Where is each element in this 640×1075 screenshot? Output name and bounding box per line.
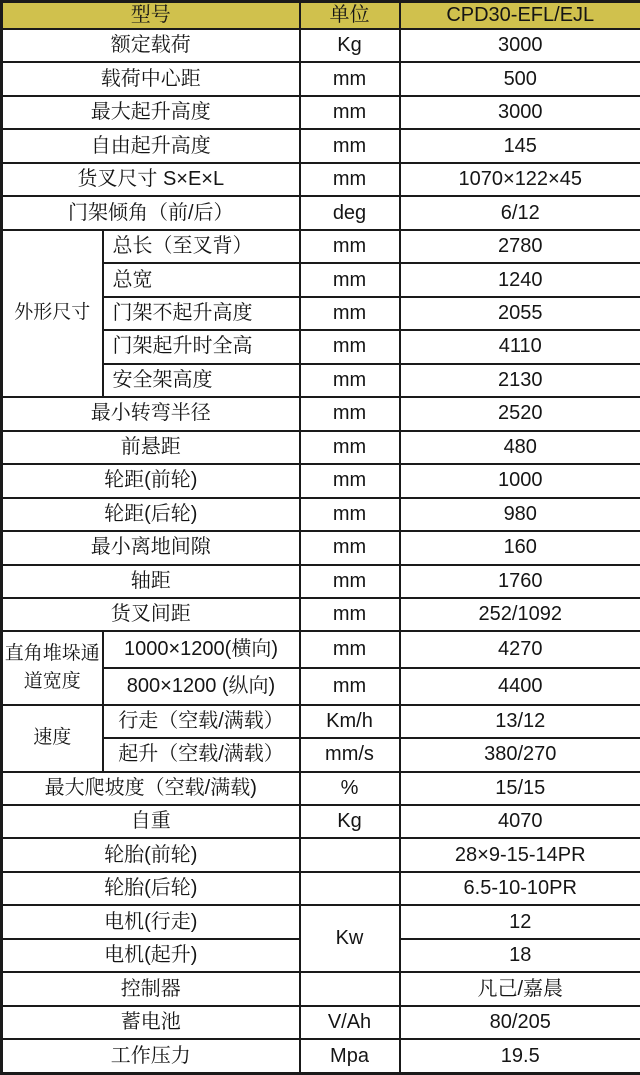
row-label-cell: 最大爬坡度（空载/满载) <box>2 772 300 805</box>
row-label-cell: 工作压力 <box>2 1039 300 1073</box>
table-row <box>2 631 640 668</box>
unit-cell: mm <box>300 129 400 162</box>
table-row <box>2 129 640 162</box>
unit-cell: mm <box>300 163 400 196</box>
table-row <box>2 431 640 464</box>
value-cell: 6.5-10-10PR <box>400 872 640 905</box>
unit-cell: mm <box>300 565 400 598</box>
table-row <box>2 163 640 196</box>
row-label-cell: 轮胎(后轮) <box>2 872 300 905</box>
table-row <box>2 872 640 905</box>
row-label-cell: 蓄电池 <box>2 1006 300 1039</box>
row-label-cell: 总长（至叉背） <box>103 230 300 263</box>
table-row <box>2 805 640 838</box>
row-label-cell: 控制器 <box>2 972 300 1005</box>
value-cell: 160 <box>400 531 640 564</box>
value-cell: 980 <box>400 498 640 531</box>
value-cell: 19.5 <box>400 1039 640 1073</box>
value-cell: 145 <box>400 129 640 162</box>
unit-cell: mm <box>300 598 400 631</box>
header-value-cell: CPD30-EFL/EJL <box>400 2 640 30</box>
row-label-cell: 总宽 <box>103 263 300 296</box>
table-row <box>2 230 640 263</box>
unit-cell <box>300 838 400 871</box>
table-row <box>2 96 640 129</box>
row-label-cell: 门架起升时全高 <box>103 330 300 363</box>
unit-cell: mm <box>300 397 400 430</box>
unit-cell: mm <box>300 498 400 531</box>
row-label-cell: 门架倾角（前/后） <box>2 196 300 229</box>
table-row <box>2 531 640 564</box>
table-row <box>2 1006 640 1039</box>
value-cell: 4270 <box>400 631 640 668</box>
unit-cell: mm/s <box>300 738 400 771</box>
unit-cell: mm <box>300 96 400 129</box>
unit-cell <box>300 872 400 905</box>
group-cell: 外形尺寸 <box>2 230 103 397</box>
unit-cell: mm <box>300 464 400 497</box>
row-label-cell: 轮距(后轮) <box>2 498 300 531</box>
value-cell: 2055 <box>400 297 640 330</box>
row-label-cell: 门架不起升高度 <box>103 297 300 330</box>
unit-cell: Mpa <box>300 1039 400 1073</box>
row-label-cell: 轮胎(前轮) <box>2 838 300 871</box>
unit-cell <box>300 972 400 1005</box>
table-row <box>2 397 640 430</box>
value-cell: 12 <box>400 905 640 938</box>
spec-table-body <box>2 29 640 1074</box>
value-cell: 2780 <box>400 230 640 263</box>
unit-cell: Kw <box>300 905 400 972</box>
unit-cell: Kg <box>300 805 400 838</box>
row-label-cell: 起升（空载/满载） <box>103 738 300 771</box>
value-cell: 2130 <box>400 364 640 397</box>
value-cell: 1760 <box>400 565 640 598</box>
row-label-cell: 800×1200 (纵向) <box>103 668 300 705</box>
row-label-cell: 最小转弯半径 <box>2 397 300 430</box>
value-cell: 3000 <box>400 96 640 129</box>
table-row <box>2 62 640 95</box>
value-cell: 13/12 <box>400 705 640 738</box>
value-cell: 4070 <box>400 805 640 838</box>
table-row <box>2 838 640 871</box>
row-label-cell: 轴距 <box>2 565 300 598</box>
row-label-cell: 电机(起升) <box>2 939 300 972</box>
value-cell: 480 <box>400 431 640 464</box>
row-label-cell: 货叉尺寸 S×E×L <box>2 163 300 196</box>
unit-cell: mm <box>300 668 400 705</box>
row-label-cell: 电机(行走) <box>2 905 300 938</box>
row-label-cell: 行走（空载/满载） <box>103 705 300 738</box>
table-row <box>2 1039 640 1073</box>
row-label-cell: 1000×1200(横向) <box>103 631 300 668</box>
row-label-cell: 额定载荷 <box>2 29 300 62</box>
table-row <box>2 498 640 531</box>
header-unit-cell: 单位 <box>300 2 400 30</box>
value-cell: 3000 <box>400 29 640 62</box>
table-row <box>2 972 640 1005</box>
unit-cell: mm <box>300 297 400 330</box>
unit-cell: % <box>300 772 400 805</box>
table-row <box>2 565 640 598</box>
unit-cell: mm <box>300 263 400 296</box>
value-cell: 252/1092 <box>400 598 640 631</box>
value-cell: 18 <box>400 939 640 972</box>
table-row <box>2 29 640 62</box>
row-label-cell: 轮距(前轮) <box>2 464 300 497</box>
unit-cell: mm <box>300 431 400 464</box>
value-cell: 28×9-15-14PR <box>400 838 640 871</box>
value-cell: 1070×122×45 <box>400 163 640 196</box>
row-label-cell: 安全架高度 <box>103 364 300 397</box>
value-cell: 凡己/嘉晨 <box>400 972 640 1005</box>
table-row <box>2 598 640 631</box>
value-cell: 1000 <box>400 464 640 497</box>
value-cell: 380/270 <box>400 738 640 771</box>
group-cell: 直角堆垛通道宽度 <box>2 631 103 704</box>
table-row <box>2 705 640 738</box>
table-row <box>2 772 640 805</box>
row-label-cell: 最大起升高度 <box>2 96 300 129</box>
header-model-cell: 型号 <box>2 2 300 30</box>
table-row <box>2 905 640 938</box>
unit-cell: Kg <box>300 29 400 62</box>
unit-cell: mm <box>300 230 400 263</box>
header-row <box>2 2 640 30</box>
value-cell: 15/15 <box>400 772 640 805</box>
value-cell: 4400 <box>400 668 640 705</box>
unit-cell: mm <box>300 631 400 668</box>
unit-cell: mm <box>300 531 400 564</box>
value-cell: 80/205 <box>400 1006 640 1039</box>
unit-cell: mm <box>300 62 400 95</box>
row-label-cell: 前悬距 <box>2 431 300 464</box>
value-cell: 4110 <box>400 330 640 363</box>
value-cell: 2520 <box>400 397 640 430</box>
value-cell: 1240 <box>400 263 640 296</box>
group-cell: 速度 <box>2 705 103 772</box>
value-cell: 500 <box>400 62 640 95</box>
unit-cell: V/Ah <box>300 1006 400 1039</box>
row-label-cell: 最小离地间隙 <box>2 531 300 564</box>
unit-cell: mm <box>300 330 400 363</box>
table-row <box>2 464 640 497</box>
unit-cell: deg <box>300 196 400 229</box>
table-row <box>2 196 640 229</box>
value-cell: 6/12 <box>400 196 640 229</box>
row-label-cell: 自由起升高度 <box>2 129 300 162</box>
unit-cell: mm <box>300 364 400 397</box>
row-label-cell: 货叉间距 <box>2 598 300 631</box>
row-label-cell: 自重 <box>2 805 300 838</box>
row-label-cell: 载荷中心距 <box>2 62 300 95</box>
unit-cell: Km/h <box>300 705 400 738</box>
